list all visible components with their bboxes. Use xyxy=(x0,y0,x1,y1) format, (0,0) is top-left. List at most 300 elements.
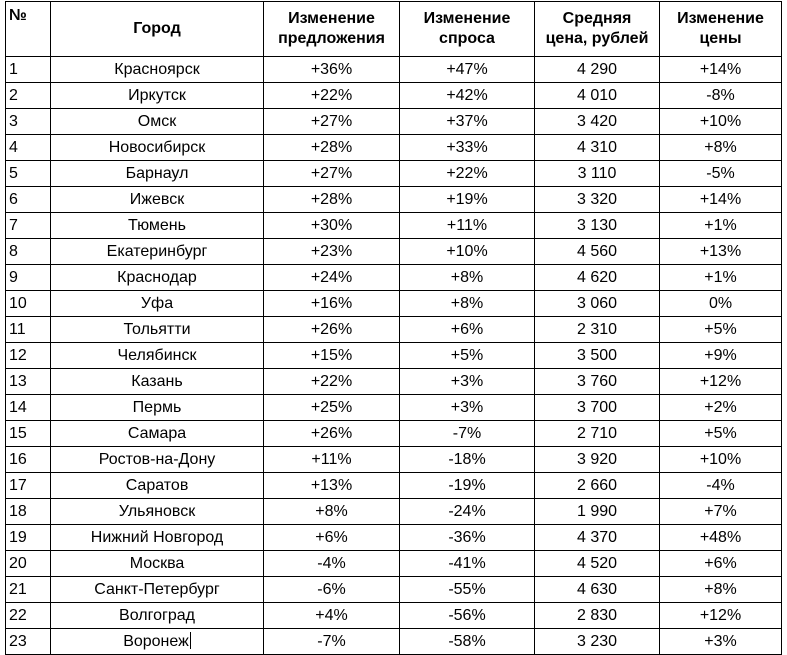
cell-demand-change xyxy=(400,265,535,291)
cell-num xyxy=(6,473,51,499)
cell-demand-change xyxy=(400,161,535,187)
table-row xyxy=(6,499,782,525)
cell-supply-change xyxy=(264,551,400,577)
cell-price-change xyxy=(660,265,782,291)
cell-city-text: Уфа xyxy=(140,294,174,312)
cell-num-text: 4 xyxy=(9,138,18,156)
cell-city-text: Нижний Новгород xyxy=(90,528,224,546)
cell-city-text: Самара xyxy=(127,424,187,442)
cell-supply-change xyxy=(264,577,400,603)
table-row xyxy=(6,421,782,447)
table-row xyxy=(6,317,782,343)
cell-num-text: 10 xyxy=(9,294,27,312)
cell-avg-price xyxy=(535,57,660,83)
cell-supply-change-text: +22% xyxy=(310,372,353,390)
cell-demand-change xyxy=(400,525,535,551)
cell-demand-change-text: +8% xyxy=(450,294,484,312)
cell-avg-price-text: 2 710 xyxy=(576,424,618,442)
cell-price-change-text: +2% xyxy=(704,398,737,416)
cell-demand-change xyxy=(400,551,535,577)
cell-num xyxy=(6,525,51,551)
cell-supply-change xyxy=(264,421,400,447)
cell-num xyxy=(6,369,51,395)
cell-avg-price-text: 4 310 xyxy=(576,138,618,156)
cell-avg-price-text: 4 560 xyxy=(576,242,618,260)
cell-city[interactable] xyxy=(51,343,264,369)
cell-price-change xyxy=(660,421,782,447)
cell-num-text: 8 xyxy=(9,242,18,260)
cell-supply-change-text: +23% xyxy=(310,242,353,260)
cell-demand-change xyxy=(400,57,535,83)
cell-avg-price xyxy=(535,135,660,161)
cell-demand-change xyxy=(400,83,535,109)
table-row xyxy=(6,187,782,213)
cell-city-text: Иркутск xyxy=(128,86,186,104)
cell-avg-price-text: 3 230 xyxy=(576,632,618,650)
cell-supply-change-text: +24% xyxy=(310,268,353,286)
table-row xyxy=(6,83,782,109)
table-row xyxy=(6,577,782,603)
header-price-change: Изменение цены xyxy=(660,2,782,57)
cell-supply-change-text: +27% xyxy=(310,164,353,182)
cell-num xyxy=(6,265,51,291)
cell-supply-change-text: +26% xyxy=(310,424,353,442)
cell-demand-change xyxy=(400,213,535,239)
cell-num xyxy=(6,109,51,135)
cell-avg-price-text: 3 500 xyxy=(576,346,618,364)
cell-city-text: Ульяновск xyxy=(118,502,196,520)
cell-supply-change-text: +36% xyxy=(310,60,353,78)
cell-avg-price-text: 3 700 xyxy=(576,398,618,416)
cell-demand-change xyxy=(400,421,535,447)
cell-supply-change-text: +4% xyxy=(315,606,348,624)
cell-price-change-text: 0% xyxy=(708,294,733,312)
cell-city[interactable] xyxy=(51,239,264,265)
cell-supply-change xyxy=(264,161,400,187)
cell-price-change xyxy=(660,551,782,577)
cell-demand-change xyxy=(400,317,535,343)
cell-city-text: Тюмень xyxy=(128,216,186,234)
cell-city[interactable] xyxy=(51,57,264,83)
cell-city[interactable] xyxy=(51,473,264,499)
cell-price-change xyxy=(660,447,782,473)
cell-demand-change-text: +22% xyxy=(446,164,488,182)
cell-supply-change xyxy=(264,603,400,629)
cell-avg-price-text: 4 620 xyxy=(576,268,618,286)
cell-demand-change xyxy=(400,603,535,629)
cell-avg-price-text: 4 370 xyxy=(576,528,618,546)
cell-city[interactable] xyxy=(51,83,264,109)
cell-price-change xyxy=(660,213,782,239)
cell-num-text: 12 xyxy=(9,346,27,364)
cell-avg-price xyxy=(535,291,660,317)
cell-demand-change-text: +3% xyxy=(450,372,484,390)
cell-num xyxy=(6,395,51,421)
cell-num-text: 3 xyxy=(9,112,18,130)
cell-demand-change xyxy=(400,499,535,525)
cell-demand-change-text: -7% xyxy=(452,424,482,442)
table-row xyxy=(6,395,782,421)
cell-city-text: Барнаул xyxy=(125,164,189,182)
cell-supply-change xyxy=(264,83,400,109)
cell-avg-price-text: 2 310 xyxy=(576,320,618,338)
cell-avg-price xyxy=(535,343,660,369)
cell-demand-change-text: +19% xyxy=(446,190,488,208)
cell-city[interactable] xyxy=(51,525,264,551)
cell-demand-change-text: +6% xyxy=(450,320,484,338)
cell-supply-change-text: +28% xyxy=(310,138,353,156)
cell-avg-price xyxy=(535,577,660,603)
cell-demand-change-text: -24% xyxy=(448,502,486,520)
cell-price-change-text: +9% xyxy=(704,346,737,364)
cell-city[interactable] xyxy=(51,447,264,473)
cell-supply-change xyxy=(264,57,400,83)
cell-avg-price xyxy=(535,499,660,525)
cell-avg-price xyxy=(535,525,660,551)
cell-demand-change xyxy=(400,109,535,135)
cell-avg-price xyxy=(535,161,660,187)
cell-avg-price-text: 3 760 xyxy=(576,372,618,390)
cell-supply-change xyxy=(264,369,400,395)
cell-city[interactable] xyxy=(51,421,264,447)
cell-demand-change-text: +33% xyxy=(446,138,488,156)
cell-demand-change xyxy=(400,577,535,603)
cell-price-change xyxy=(660,499,782,525)
cell-num xyxy=(6,57,51,83)
cell-city[interactable] xyxy=(51,187,264,213)
table-row xyxy=(6,213,782,239)
cell-price-change xyxy=(660,135,782,161)
cell-supply-change xyxy=(264,317,400,343)
cell-demand-change xyxy=(400,187,535,213)
cell-city[interactable] xyxy=(51,317,264,343)
cell-city-text: Волгоград xyxy=(119,606,195,624)
cell-price-change-text: +8% xyxy=(704,138,737,156)
cell-supply-change-text: -4% xyxy=(317,554,346,572)
cell-avg-price xyxy=(535,369,660,395)
cell-num xyxy=(6,161,51,187)
cell-price-change xyxy=(660,187,782,213)
cell-city[interactable] xyxy=(51,603,264,629)
cell-num xyxy=(6,239,51,265)
cell-demand-change xyxy=(400,135,535,161)
cell-avg-price-text: 3 130 xyxy=(576,216,618,234)
cell-price-change xyxy=(660,473,782,499)
cell-supply-change-text: +16% xyxy=(310,294,353,312)
cell-city-text: Саратов xyxy=(125,476,189,494)
cell-price-change-text: +1% xyxy=(704,216,737,234)
table-row xyxy=(6,473,782,499)
cell-demand-change-text: +5% xyxy=(450,346,484,364)
cell-supply-change xyxy=(264,239,400,265)
header-demand-change: Изменение спроса xyxy=(400,2,535,57)
cell-num xyxy=(6,213,51,239)
cell-price-change-text: +12% xyxy=(699,372,742,390)
cell-supply-change-text: +30% xyxy=(310,216,353,234)
cell-city[interactable] xyxy=(51,499,264,525)
table-row xyxy=(6,343,782,369)
cell-price-change-text: +5% xyxy=(704,424,737,442)
cell-avg-price xyxy=(535,473,660,499)
cell-supply-change-text: +26% xyxy=(310,320,353,338)
header-avg-price: Средняя цена, рублей xyxy=(535,2,660,57)
cell-city[interactable] xyxy=(51,161,264,187)
cell-avg-price xyxy=(535,109,660,135)
cell-city[interactable] xyxy=(51,291,264,317)
table-header-row xyxy=(6,2,782,57)
cell-avg-price-text: 3 320 xyxy=(576,190,618,208)
cell-price-change xyxy=(660,343,782,369)
cell-supply-change xyxy=(264,109,400,135)
table-row xyxy=(6,109,782,135)
cell-demand-change xyxy=(400,343,535,369)
cell-num-text: 22 xyxy=(9,606,27,624)
cell-num-text: 21 xyxy=(9,580,27,598)
cell-supply-change-text: +11% xyxy=(311,450,352,468)
cell-city-text: Пермь xyxy=(132,398,182,416)
cell-supply-change-text: +13% xyxy=(310,476,353,494)
cell-avg-price xyxy=(535,187,660,213)
cell-num-text: 20 xyxy=(9,554,27,572)
cell-supply-change-text: -6% xyxy=(317,580,346,598)
cell-num xyxy=(6,421,51,447)
table-row xyxy=(6,57,782,83)
cell-avg-price-text: 3 110 xyxy=(577,164,617,182)
cell-num-text: 11 xyxy=(9,320,26,338)
cell-city[interactable] xyxy=(51,135,264,161)
cell-supply-change xyxy=(264,135,400,161)
cell-avg-price xyxy=(535,603,660,629)
cell-demand-change xyxy=(400,395,535,421)
cell-num-text: 14 xyxy=(9,398,27,416)
cell-supply-change-text: -7% xyxy=(317,632,346,650)
cell-supply-change-text: +22% xyxy=(310,86,353,104)
cell-price-change xyxy=(660,395,782,421)
table-row xyxy=(6,369,782,395)
cell-supply-change-text: +8% xyxy=(315,502,348,520)
cell-price-change-text: +14% xyxy=(699,190,742,208)
cell-num xyxy=(6,135,51,161)
table-row xyxy=(6,551,782,577)
cell-demand-change xyxy=(400,369,535,395)
cell-avg-price xyxy=(535,265,660,291)
cell-num xyxy=(6,447,51,473)
cell-city-text: Ростов-на-Дону xyxy=(98,450,216,468)
cell-avg-price-text: 2 830 xyxy=(576,606,618,624)
table-row xyxy=(6,135,782,161)
table-row xyxy=(6,161,782,187)
table-row xyxy=(6,525,782,551)
cell-avg-price-text: 4 630 xyxy=(576,580,618,598)
cell-demand-change-text: -55% xyxy=(448,580,486,598)
cell-city-text: Екатеринбург xyxy=(106,242,208,260)
cell-price-change xyxy=(660,369,782,395)
cell-price-change-text: +6% xyxy=(704,554,737,572)
cell-price-change xyxy=(660,161,782,187)
cell-supply-change-text: +6% xyxy=(315,528,348,546)
cell-avg-price-text: 4 520 xyxy=(576,554,618,572)
table-row xyxy=(6,447,782,473)
cell-avg-price-text: 3 420 xyxy=(576,112,618,130)
cell-price-change-text: +8% xyxy=(704,580,737,598)
cell-demand-change-text: -19% xyxy=(448,476,486,494)
cell-price-change-text: +7% xyxy=(704,502,737,520)
cell-num-text: 18 xyxy=(9,502,27,520)
cell-price-change-text: +10% xyxy=(699,112,742,130)
cell-num xyxy=(6,187,51,213)
text-cursor xyxy=(190,632,191,649)
cell-city-text: Москва xyxy=(129,554,185,572)
cell-price-change-text: +12% xyxy=(699,606,742,624)
cell-supply-change xyxy=(264,395,400,421)
table-row xyxy=(6,239,782,265)
cell-num xyxy=(6,603,51,629)
cell-avg-price-text: 3 920 xyxy=(576,450,618,468)
cell-demand-change-text: -18% xyxy=(448,450,486,468)
cell-price-change-text: +1% xyxy=(704,268,737,286)
cell-price-change xyxy=(660,577,782,603)
cell-supply-change-text: +15% xyxy=(310,346,353,364)
cell-city-text: Казань xyxy=(131,372,183,390)
cell-num xyxy=(6,317,51,343)
cell-city[interactable] xyxy=(51,213,264,239)
cell-supply-change-text: +27% xyxy=(310,112,353,130)
cell-supply-change xyxy=(264,525,400,551)
cell-avg-price xyxy=(535,421,660,447)
table-row xyxy=(6,603,782,629)
cell-city[interactable] xyxy=(51,109,264,135)
cell-avg-price xyxy=(535,447,660,473)
cell-city[interactable] xyxy=(51,265,264,291)
cell-price-change-text: +10% xyxy=(699,450,742,468)
cell-supply-change-text: +28% xyxy=(310,190,353,208)
cell-avg-price-text: 2 660 xyxy=(576,476,618,494)
cell-num-text: 16 xyxy=(9,450,27,468)
cell-city-text: Ижевск xyxy=(129,190,185,208)
cell-demand-change xyxy=(400,473,535,499)
cell-num-text: 13 xyxy=(9,372,27,390)
cell-demand-change xyxy=(400,239,535,265)
cell-supply-change xyxy=(264,499,400,525)
cell-price-change-text: +5% xyxy=(704,320,737,338)
cell-city-text: Омск xyxy=(137,112,177,130)
cell-city-text: Санкт-Петербург xyxy=(94,580,220,598)
cell-price-change-text: +3% xyxy=(704,632,737,650)
cell-supply-change xyxy=(264,213,400,239)
cell-avg-price xyxy=(535,83,660,109)
city-price-table xyxy=(5,1,782,655)
cell-city[interactable] xyxy=(51,395,264,421)
cell-supply-change xyxy=(264,343,400,369)
cell-price-change xyxy=(660,291,782,317)
cell-price-change xyxy=(660,239,782,265)
cell-num-text: 19 xyxy=(9,528,27,546)
cell-num-text: 17 xyxy=(9,476,27,494)
cell-num xyxy=(6,83,51,109)
cell-num-text: 1 xyxy=(9,60,18,78)
cell-supply-change-text: +25% xyxy=(310,398,353,416)
cell-avg-price xyxy=(535,317,660,343)
cell-supply-change xyxy=(264,447,400,473)
cell-num xyxy=(6,551,51,577)
cell-num-text: 15 xyxy=(9,424,27,442)
table-body xyxy=(6,57,782,655)
cell-city[interactable] xyxy=(51,369,264,395)
cell-num-text: 9 xyxy=(9,268,18,286)
cell-num-text: 7 xyxy=(9,216,18,234)
cell-num xyxy=(6,343,51,369)
cell-price-change-text: -4% xyxy=(706,476,735,494)
cell-price-change-text: +48% xyxy=(699,528,742,546)
cell-avg-price xyxy=(535,239,660,265)
cell-supply-change xyxy=(264,265,400,291)
cell-num-text: 5 xyxy=(9,164,18,182)
cell-price-change-text: +14% xyxy=(699,60,742,78)
cell-avg-price-text: 4 010 xyxy=(576,86,618,104)
cell-num-text: 23 xyxy=(9,632,27,650)
cell-demand-change-text: -41% xyxy=(448,554,486,572)
cell-city-text: Краснодар xyxy=(117,268,197,286)
cell-city-text: Новосибирск xyxy=(108,138,206,156)
cell-avg-price xyxy=(535,551,660,577)
cell-demand-change-text: +3% xyxy=(450,398,484,416)
cell-price-change xyxy=(660,109,782,135)
cell-price-change xyxy=(660,603,782,629)
table-row xyxy=(6,265,782,291)
cell-avg-price-text: 1 990 xyxy=(576,502,618,520)
cell-demand-change-text: +37% xyxy=(446,112,488,130)
header-num: № xyxy=(6,2,51,57)
table-row xyxy=(6,291,782,317)
cell-supply-change xyxy=(264,473,400,499)
cell-demand-change-text: +10% xyxy=(446,242,488,260)
cell-city[interactable] xyxy=(51,551,264,577)
cell-price-change xyxy=(660,317,782,343)
cell-avg-price-text: 4 290 xyxy=(576,60,618,78)
cell-num xyxy=(6,291,51,317)
cell-price-change-text: -8% xyxy=(706,86,735,104)
header-city: Город xyxy=(51,2,264,57)
cell-price-change-text: +13% xyxy=(699,242,742,260)
cell-demand-change-text: -58% xyxy=(448,632,486,650)
cell-num-text: 2 xyxy=(9,86,18,104)
cell-price-change xyxy=(660,57,782,83)
cell-demand-change-text: +8% xyxy=(450,268,484,286)
cell-demand-change xyxy=(400,291,535,317)
cell-supply-change xyxy=(264,291,400,317)
cell-demand-change-text: -36% xyxy=(448,528,486,546)
cell-num-text: 6 xyxy=(9,190,18,208)
cell-price-change xyxy=(660,83,782,109)
cell-city-text: Тольятти xyxy=(123,320,191,338)
cell-avg-price-text: 3 060 xyxy=(576,294,618,312)
cell-avg-price xyxy=(535,213,660,239)
cell-demand-change-text: +11% xyxy=(446,216,488,234)
cell-demand-change-text: +42% xyxy=(446,86,488,104)
cell-avg-price xyxy=(535,395,660,421)
cell-city-text: Красноярск xyxy=(114,60,200,78)
cell-city-text: Челябинск xyxy=(117,346,197,364)
cell-price-change xyxy=(660,525,782,551)
cell-city[interactable] xyxy=(51,577,264,603)
cell-num xyxy=(6,499,51,525)
header-supply-change: Изменение предложения xyxy=(264,2,400,57)
cell-demand-change-text: -56% xyxy=(448,606,486,624)
cell-price-change-text: -5% xyxy=(706,164,735,182)
cell-city-text: Воронеж xyxy=(123,633,189,650)
cell-num xyxy=(6,577,51,603)
cell-demand-change xyxy=(400,447,535,473)
